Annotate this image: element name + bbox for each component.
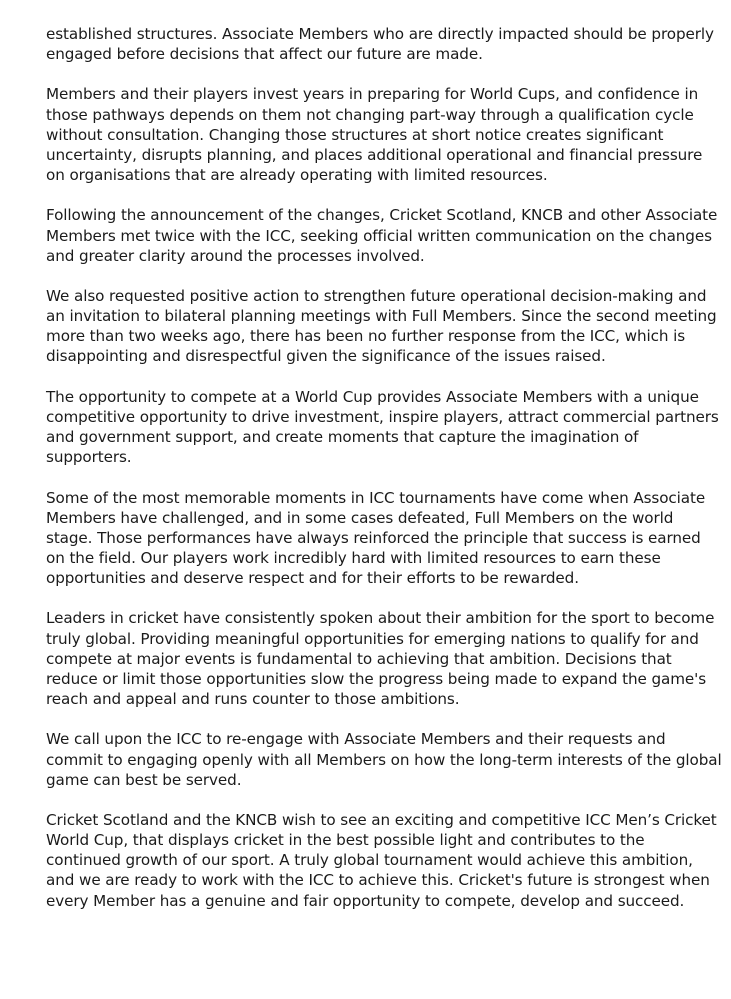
paragraph-3: Following the announcement of the changes, Cricket Scotland, KNCB and other Associate Members met twice with the ICC, seeking official written communication on the changes and greater clarity around the processes involved. [46,206,718,265]
paragraph-5: The opportunity to compete at a World Cup provides Associate Members with a unique competitive opportunity to drive investment, inspire players, attract commercial partners and government support, and create moments that capture the imagination of supporters. [46,387,719,467]
paragraph-1: established structures. Associate Members who are directly impacted should be properly engaged before decisions that affect our future are made. [46,25,714,64]
statement-document [46,24,722,931]
paragraph-9: Cricket Scotland and the KNCB wish to see an exciting and competitive ICC Men’s Cricket World Cup, that displays cricket in the best possible light and contributes to the continued growth of our sport. A truly global tournament would achieve this ambition, and we are ready to work with the ICC to achieve this. Cricket's future is strongest when every Member has a genuine and fair opportunity to compete, develop and succeed. [46,810,717,910]
paragraph-8: We call upon the ICC to re-engage with Associate Members and their requests and commit to engaging openly with all Members on how the long-term interests of the global game can best be served. [46,730,722,789]
paragraph-2: Members and their players invest years in preparing for World Cups, and confidence in those pathways depends on them not changing part-way through a qualification cycle without consultation. Changing those structures at short notice creates significant uncertainty, disrupts planning, and places additional operational and financial pressure on organisations that are already operating with limited resources. [46,85,703,185]
paragraph-4: We also requested positive action to strengthen future operational decision-making and an invitation to bilateral planning meetings with Full Members. Since the second meeting more than two weeks ago, there has been no further response from the ICC, which is disappointing and disrespectful given the significance of the issues raised. [46,286,717,366]
paragraph-7: Leaders in cricket have consistently spoken about their ambition for the sport to become truly global. Providing meaningful opportunities for emerging nations to qualify for and compete at major events is fundamental to achieving that ambition. Decisions that reduce or limit those opportunities slow the progress being made to expand the game's reach and appeal and runs counter to those ambitions. [46,609,715,709]
paragraph-6: Some of the most memorable moments in ICC tournaments have come when Associate Members have challenged, and in some cases defeated, Full Members on the world stage. Those performances have always reinforced the principle that success is earned on the field. Our players work incredibly hard with limited resources to earn these opportunities and deserve respect and for their efforts to be rewarded. [46,488,706,588]
